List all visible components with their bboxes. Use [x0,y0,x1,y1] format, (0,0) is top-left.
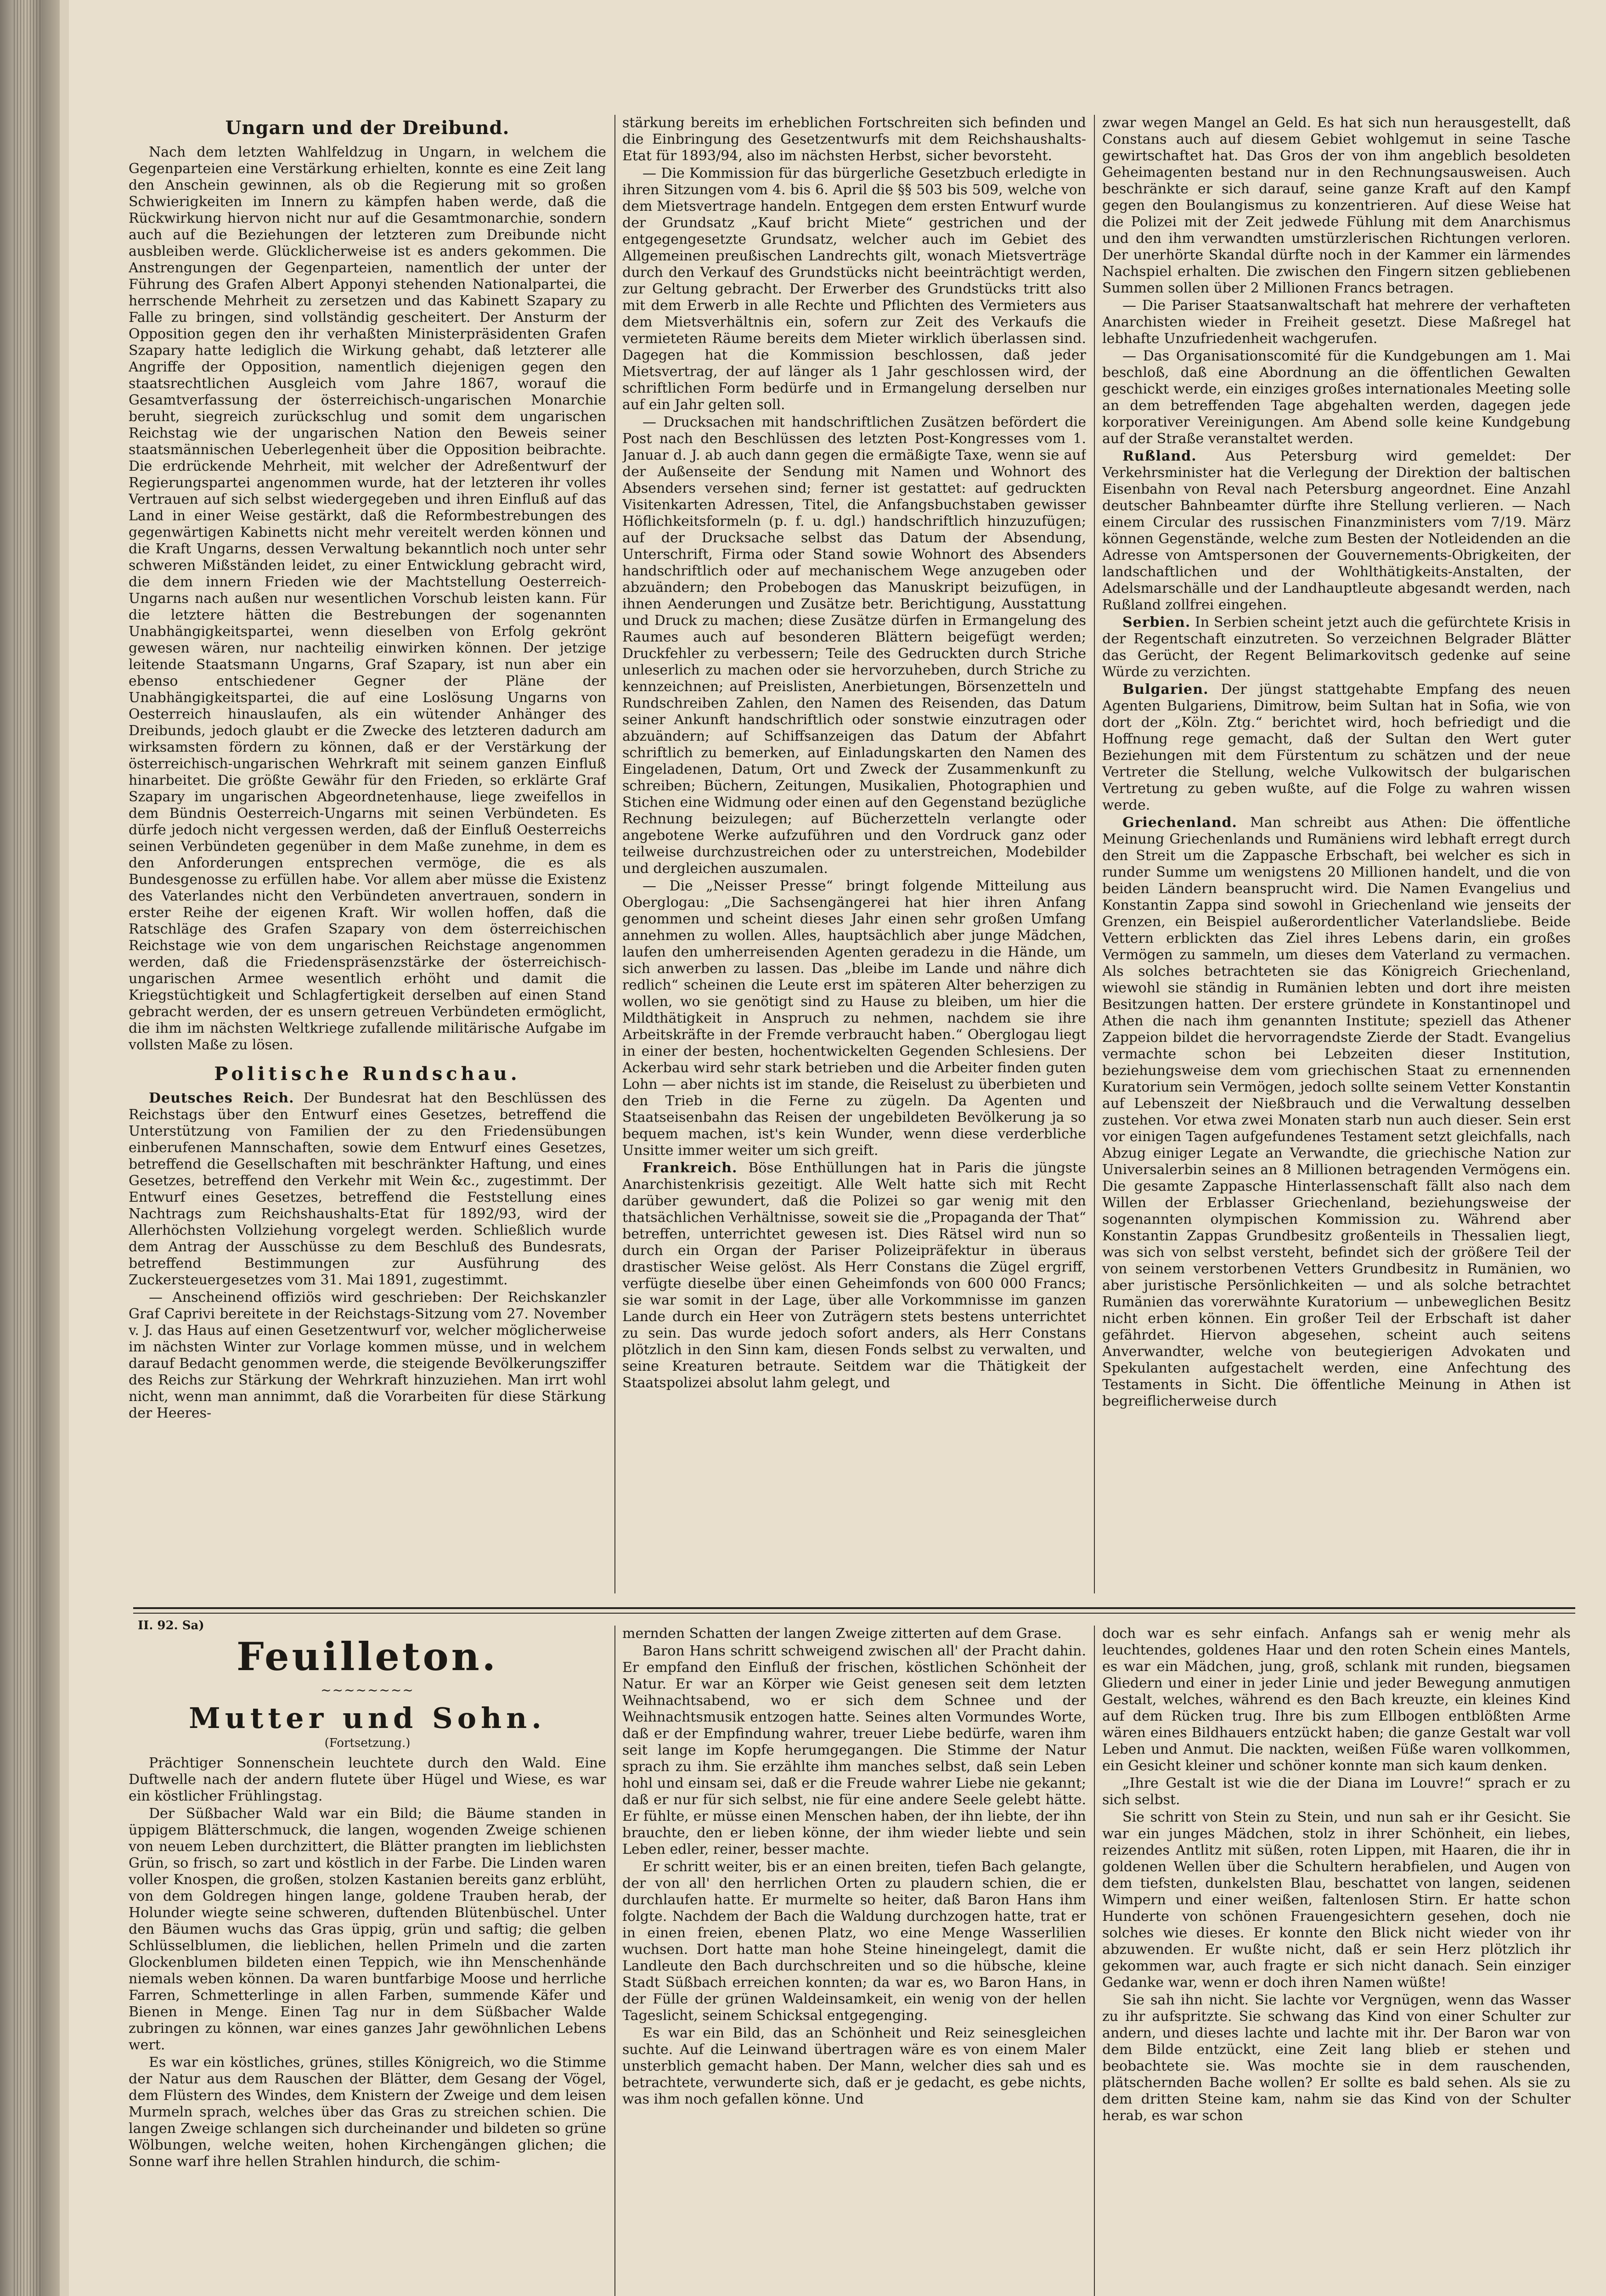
column-divider [614,115,615,1593]
feuilleton-column-3 [1102,1626,1571,2296]
article-text: Böse Enthüllungen hat in Paris die jüngste Anarchistenkrisis gezeitigt. Alle Welt hatte sich mit Recht darüber gewundert, daß die Polizei so gar wenig mit den thatsächlichen Verhältnisse, soweit sie die „Propaganda der That“ betreffen, unterrichtet gewesen ist. Dies Rätsel wird nun so durch ein Organ der Pariser Polizeipräfektur in überaus drastischer Weise gelöst. Als Herr Constans die Zügel ergriff, verfügte dieselbe über einen Geheimfonds von 600 000 Francs; sie war somit in der Lage, über alle Vorkommnisse im ganzen Lande durch ein Heer von Zuträgern stets bestens unterrichtet zu sein. Das wurde jedoch sofort anders, als Herr Constans plötzlich in den Sinn kam, diesen Fonds selbst zu verwalten, und seine Kreaturen betraute. Seitdem war die Thätigkeit der Staatspolizei absolut lahm gelegt, und [622,1160,1086,1391]
article-text: Nach dem letzten Wahlfeldzug in Ungarn, in welchem die Gegenparteien eine Verstärkung erhielten, konnte es eine Zeit lang den Anschein gewinnen, als ob die Regierung mit so großen Schwierigkeiten im Innern zu kämpfen haben werde, daß die Rückwirkung hiervon nicht nur auf die Gesamtmonarchie, sondern auch auf die Beziehungen der letzteren zum Dreibunde nicht ausbleiben werde. Glücklicherweise ist es anders gekommen. Die Anstrengungen der Gegenparteien, namentlich der unter der Führung des Grafen Albert Apponyi stehenden Nationalpartei, die herrschende Mehrheit zu zersetzen und das Kabinett Szapary zu Falle zu bringen, sind vollständig gescheitert. Der Ansturm der Opposition gegen den ihr verhaßten Ministerpräsidenten Grafen Szapary hatte lediglich die Wirkung gehabt, daß letzterer alle Angriffe der Opposition, namentlich diejenigen gegen den staatsrechtlichen Ausgleich vom Jahre 1867, worauf die Gesamtverfassung der österreichisch-ungarischen Monarchie beruht, siegreich zurückschlug und somit dem ungarischen Reichstag wie der ungarischen Nation den Beweis seiner staatsmännischen Ueberlegenheit über die Opposition beibrachte. Die erdrückende Mehrheit, mit welcher der Adreßentwurf der Regierungspartei angenommen wurde, hat der letzteren ihr volles Vertrauen auf sich selbst wiedergegeben und ihren Einfluß auf das Land in einer Weise gestärkt, daß die Reformbestrebungen des gegenwärtigen Kabinetts nicht mehr vereitelt werden können und die Kraft Ungarns, dessen Verwaltung bekanntlich noch unter sehr schweren Mißständen leidet, zu einer Entwicklung gebracht wird, die dem innern Frieden wie der Machtstellung Oesterreich-Ungarns nach außen nur wesentlichen Vorschub leisten kann. Für die letztere hätten die Bestrebungen der sogenannten Unabhängigkeitspartei, wenn dieselben von Erfolg gekrönt gewesen wären, nur nachteilig einwirken können. Der jetzige leitende Staatsmann Ungarns, Graf Szapary, ist nun aber ein ebenso entschiedener Gegner der Pläne der Unabhängigkeitspartei, die auf eine Loslösung Ungarns von Oesterreich hinauslaufen, als ein wütender Anhänger des Dreibunds, jedoch glaubt er die Zwecke des letzteren dadurch am wirksamsten fördern zu können, daß er der Verstärkung der österreichisch-ungarischen Wehrkraft mit seinem ganzen Einfluß hinarbeitet. Die größte Gewähr für den Frieden, so erklärte Graf Szapary im ungarischen Abgeordnetenhause, liege zweifellos in dem Bündnis Oesterreich-Ungarns mit seinen Verbündeten. Es dürfe jedoch nicht vergessen werden, daß der Einfluß Oesterreichs seinen Verbündeten gegenüber in dem Maße zunehme, in dem es den Anforderungen entsprechen vermöge, die es als Bundesgenosse zu erfüllen habe. Vor allem aber müsse die Existenz des Vaterlandes nicht den Verbündeten anvertrauen, sondern in erster Reihe der eigenen Kraft. Wir wollen hoffen, daß die Ratschläge des Grafen Szapary von dem österreichischen Reichstage wie von dem ungarischen Reichstage angenommen werden, daß die Friedenspräsenzstärke der österreichisch-ungarischen Armee wesentlich erhöht und damit die Kriegstüchtigkeit und Schlagfertigkeit derselben auf einen Stand gebracht werden, der es unsern getreuen Verbündeten ermöglicht, die ihm im nächsten Weltkriege zufallende militärische Aufgabe im vollsten Maße zu lösen. [129,144,606,1053]
story-text: Der Süßbacher Wald war ein Bild; die Bäume standen in üppigem Blätterschmuck, die langen, wogenden Zweige schienen von neuem Leben durchzittert, die Blätter prangten im lieblichsten Grün, so frisch, so zart und köstlich in der Farbe. Die Linden waren voller Knospen, die großen, stolzen Kastanien bereits ganz erblüht, von dem Goldregen hingen lange, goldene Trauben herab, der Holunder wiegte seine schweren, duftenden Blütenbüschel. Unter den Bäumen wuchs das Gras üppig, grün und saftig; die gelben Schlüsselblumen, die lieblichen, hellen Primeln und die zarten Glockenblumen bildeten einen Teppich, wie ihn Menschenhände niemals weben können. Da waren buntfarbige Moose und herrliche Farren, Schmetterlinge in allen Farben, summende Käfer und Bienen in Menge. Einen Tag nur in dem Süßbacher Walde zubringen zu können, war eines ganzes Jahr gewöhnlichen Lebens wert. [129,1806,606,2053]
article-text: stärkung bereits im erheblichen Fortschreiten sich befinden und die Einbringung des Gesetzentwurfs mit dem Reichshaushalts-Etat für 1893/94, also im nächsten Herbst, sicher bevorsteht. [622,115,1086,164]
article-text: In Serbien scheint jetzt auch die gefürchtete Krisis in der Regentschaft einzutreten. So verzeichnen Belgrader Blätter das Gerücht, der Regent Belimarkovitsch gedenke auf seine Würde zu verzichten. [1102,614,1571,680]
print-signature: II. 92. Sa) [138,1619,204,1632]
story-text: Baron Hans schritt schweigend zwischen all' der Pracht dahin. Er empfand den Einfluß der frischen, köstlichen Schönheit der Natur. Er war an Körper wie Geist genesen seit dem letzten Weihnachtsabend, wo er sich dem Schnee und der Weihnachtsmusik entzogen hatte. Seines alten Vormundes Worte, daß er der Empfindung wahrer, treuer Liebe bedürfe, waren ihm seit lange im Kopfe herumgegangen. Die Stimme der Natur sprach zu ihm. Sie erzählte ihm manches selbst, daß sein Leben hohl und einsam sei, daß er die Freude wahrer Liebe nie gekannt; daß er nur für sich selbst, nie für eine andere Seele gelebt hätte. Er fühlte, er müsse einen Menschen haben, der ihn liebte, der ihn brauchte, den er lieben könne, der ihm wieder liebte und sein Leben edler, reiner, besser machte. [622,1643,1086,1857]
news-column-3 [1102,115,1571,1603]
subhead-griechenland: Griechenland. [1122,815,1237,831]
column-divider [1094,115,1095,1593]
column-divider [1094,1626,1095,2296]
subhead-frankreich: Frankreich. [642,1160,738,1176]
article-text: — Das Organisationscomité für die Kundgebungen am 1. Mai beschloß, daß eine Abordnung an die öffentlichen Gewalten geschickt werde, ein einziges großes internationales Meeting solle an dem betreffenden Tage abgehalten werden, dagegen jede korporativer Vereinigungen. Am Abend solle keine Kundgebung auf der Straße veranstaltet werden. [1102,348,1571,447]
story-text: Sie sah ihn nicht. Sie lachte vor Vergnügen, wenn das Wasser zu ihr aufspritzte. Sie schwang das Kind von einer Schulter zur andern, und dieses lachte und lachte mit ihr. Der Baron war von dem Bilde entzückt, eine Zeit lang blieb er stehen und beobachtete sie. Was mochte sie in dem rauschenden, plätschernden Bache wollen? Er sollte es bald sehen. Als sie zu dem dritten Steine kam, nahm sie das Kind von der Schulter herab, es war schon [1102,1992,1571,2124]
story-title: Mutter und Sohn. [189,1701,546,1735]
article-text: — Anscheinend offiziös wird geschrieben: Der Reichskanzler Graf Caprivi bereitete in der Reichstags-Sitzung vom 27. November v. J. das Haus auf einen Gesetzentwurf vor, welcher möglicherweise im nächsten Winter zur Vorlage kommen müsse, und in welchem darauf Bedacht genommen werde, die steigende Bevölkerungsziffer des Reichs zur Stärkung der Wehrkraft hinzuziehen. Man irrt wohl nicht, wenn man annimmt, daß die Vorarbeiten für diese Stärkung der Heeres- [129,1289,606,1421]
section-title-rundschau: Politische Rundschau. [214,1063,521,1085]
story-text: doch war es sehr einfach. Anfangs sah er wenig mehr als leuchtendes, goldenes Haar und den roten Schein eines Mantels, es war ein Mädchen, jung, groß, schlank mit runden, biegsamen Gliedern und einer in jeder Linie und jeder Bewegung anmutigen Gestalt, welches, während es den Bach kreuzte, ein kleines Kind auf dem Rücken trug. Ihre bis zum Ellbogen entblößten Arme wären eines Bildhauers entzückt haben; die ganze Gestalt war voll Leben und Anmut. Die nackten, weißen Füße waren vollkommen, ein Gesicht kleiner und schöner konnte man sich kaum denken. [1102,1626,1571,1774]
subhead-serbien: Serbien. [1122,614,1191,630]
article-text: — Die „Neisser Presse“ bringt folgende Mitteilung aus Oberglogau: „Die Sachsengängerei hat hier ihren Anfang genommen und scheint dieses Jahr einen sehr großen Umfang annehmen zu wollen. Alles, hauptsächlich aber junge Mädchen, laufen den umherreisenden Agenten geradezu in die Hände, um sich anwerben zu lassen. Das „bleibe im Lande und nähre dich redlich“ scheinen die Leute erst im späteren Alter beherzigen zu wollen, wo sie genötigt sind zu Hause zu bleiben, um hier die Mildthätigkeit in Anspruch zu nehmen, nachdem sie ihre Arbeitskräfte in der Fremde verbraucht haben.“ Oberglogau liegt in einer der besten, hochentwickelten Gegenden Schlesiens. Der Ackerbau wird sehr stark betrieben und die Arbeiter finden guten Lohn — aber nichts ist im stande, die Reiselust zu überbieten und den Trieb in die Ferne zu zügeln. Da Agenten und Staatseisenbahn das Reisen der ungebildeten Bevölkerung ja so bequem machen, ist's kein Wunder, wenn diese verderbliche Unsitte immer weiter um sich greift. [622,878,1086,1159]
article-title-ungarn: Ungarn und der Dreibund. [225,117,510,139]
story-subtitle: (Fortsetzung.) [324,1736,411,1750]
book-binding [0,0,60,2296]
feuilleton-column-1 [129,1635,606,2296]
news-column-2 [622,115,1086,1603]
story-text: mernden Schatten der langen Zweige zitterten auf dem Grase. [622,1626,1062,1642]
subhead-russland: Rußland. [1122,448,1197,464]
ornament-divider: ~~~~~~~~ [321,1683,414,1698]
feuilleton-title: Feuilleton. [237,1635,498,1679]
article-text: — Drucksachen mit handschriftlichen Zusätzen befördert die Post nach den Beschlüssen des letzten Post-Kongresses vom 1. Januar d. J. ab auch dann gegen die ermäßigte Taxe, wenn sie auf der Außenseite der Sendung mit Namen und Wohnort des Absenders versehen sind; ferner ist gestattet: auf gedruckten Visitenkarten Adressen, Titel, die Anfangsbuchstaben gewisser Höflichkeitsformeln (p. f. u. dgl.) handschriftlich hinzuzufügen; auf der Drucksache selbst das Datum der Absendung, Unterschrift, Firma oder Stand sowie Wohnort des Absenders handschriftlich oder auf mechanischem Wege anzugeben oder abzuändern; den Probebogen das Manuskript beizufügen, in ihnen Aenderungen und Zusätze betr. Berichtigung, Ausstattung und Druck zu machen; diese Zusätze dürfen in Ermangelung des Raumes auch auf besonderen Blättern beigefügt werden; Druckfehler zu verbessern; Teile des Gedruckten durch Striche unleserlich zu machen oder sie hervorzuheben, durch Striche zu kennzeichnen; auf Preislisten, Anerbietungen, Börsenzetteln und Rundschreiben Zahlen, den Namen des Reisenden, das Datum seiner Ankunft handschriftlich oder sonstwie einzutragen oder abzuändern; auf Schiffsanzeigen das Datum der Abfahrt schriftlich zu bemerken, auf Einladungskarten den Namen des Eingeladenen, Datum, Ort und Zweck der Zusammenkunft zu schreiben; Büchern, Zeitungen, Musikalien, Photographien und Stichen eine Widmung oder einen auf den Gegenstand bezügliche Rechnung beizulegen; auf Bücherzetteln verlangte oder angebotene Werke aufzuführen und den Vordruck ganz oder teilweise durchzustreichen oder zu unterstreichen, Modebilder und dergleichen auszumalen. [622,414,1086,877]
article-text: Der jüngst stattgehabte Empfang des neuen Agenten Bulgariens, Dimitrow, beim Sultan hat in Sofia, wie von dort der „Köln. Ztg.“ berichtet wird, hoch befriedigt und die Hoffnung rege gemacht, daß der Sultan den Wert guter Beziehungen mit dem Fürstentum zu schätzen und der neue Vertreter die Stellung, welche Vulkowitsch der bulgarischen Vertretung zu geben wußte, auf die Folge zu wahren wissen werde. [1102,681,1571,813]
story-text: Er schritt weiter, bis er an einen breiten, tiefen Bach gelangte, der von all' den herrlichen Orten zu plaudern schien, die er durchlaufen hatte. Er murmelte so heiter, daß Baron Hans ihm folgte. Nachdem der Bach die Waldung durchzogen hatte, trat er in einen freien, ebenen Platz, wo eine Menge Wasserlilien wuchsen. Dort hatte man hohe Steine hineingelegt, damit die Landleute den Bach durchschreiten und so die hübsche, kleine Stadt Süßbach erreichen konnten; da war es, wo Baron Hans, in der Fülle der grünen Waldeinsamkeit, ein wenig von der hellen Tageslicht, seinem Schicksal entgegenging. [622,1859,1086,2024]
news-column-1 [129,110,606,1603]
article-text: Man schreibt aus Athen: Die öffentliche Meinung Griechenlands und Rumäniens wird lebhaft erregt durch den Streit um die Zappasche Erbschaft, bei welcher es sich in runder Summe um wenigstens 20 Millionen handelt, und die von beiden Ländern beansprucht wird. Die Namen Evangelius und Konstantin Zappa sind sowohl in Griechenland wie jenseits der Grenzen, ein Beispiel außerordentlicher Vaterlandsliebe. Beide Vettern erblickten das Ziel ihres Lebens darin, ein großes Vermögen zu sammeln, um dieses dem Vaterland zu vermachen. Als solches betrachteten sie das Königreich Griechenland, wiewohl sie ständig in Rumänien lebten und dort ihre meisten Besitzungen hatten. Der erstere gründete in Konstantinopel und Athen die nach ihm genannten Institute; speziell das Athener Zappeion bildet die hervorragendste Zierde der Stadt. Evangelius vermachte schon bei Lebzeiten dieser Institution, beziehungsweise dem vom griechischen Staat zu ernennenden Kuratorium sein Vermögen, jedoch sollte seinem Vetter Konstantin auf Lebenszeit der Nießbrauch und die Verwaltung desselben zustehen. Vor etwa zwei Monaten starb nun auch dieser. Sein erst vor einigen Tagen aufgefundenes Testament setzt gleichfalls, nach Abzug einiger Legate an Verwandte, die griechische Nation zur Universalerbin seines an 8 Millionen betragenden Vermögens ein. Die gesamte Zappasche Hinterlassenschaft fällt also nach dem Willen der Erblasser Griechenland, beziehungsweise der sogenannten olympischen Kommission zu. Während aber Konstantin Zappas Grundbesitz großenteils in Thessalien liegt, was sich von selbst versteht, befindet sich der größere Teil der von seinem verstorbenen Vetters Grundbesitz in Rumänien, wo aber juristische Persönlichkeiten — und als solche betrachtet Rumänien das vorerwähnte Kuratorium — unbeweglichen Besitz nicht erben können. Ein großer Teil der Erbschaft ist daher gefährdet. Hiervon abgesehen, scheint auch seitens Anverwandter, welche von beutegierigen Advokaten und Spekulanten aufgestachelt werden, eine Anfechtung des Testaments in Sicht. Die öffentliche Meinung in Athen ist begreiflicherweise durch [1102,815,1571,1409]
story-text: Es war ein Bild, das an Schönheit und Reiz seinesgleichen suchte. Auf die Leinwand übertragen wäre es von einem Maler unsterblich gemacht haben. Der Mann, welcher dies sah und es betrachtete, verwunderte sich, daß er je gedacht, es gebe nichts, was ihm noch gefallen könne. Und [622,2025,1086,2107]
column-divider [614,1626,615,2296]
subhead-bulgarien: Bulgarien. [1122,681,1209,698]
article-text: zwar wegen Mangel an Geld. Es hat sich nun herausgestellt, daß Constans auch auf diesem Gebiet wohlgemut in seine Tasche gewirtschaftet hat. Das Gros der von ihm angeblich besoldeten Geheimagenten bestand nur in den Rechnungsausweisen. Auch beschränkte er sich darauf, seine ganze Kraft auf den Kampf gegen den Boulangismus zu konzentrieren. Auf diese Weise hat die Polizei mit der Zeit jedwede Fühlung mit dem Anarchismus und den ihm verwandten umstürzlerischen Richtungen verloren. Der unerhörte Skandal dürfte noch in der Kammer ein lärmendes Nachspiel erhalten. Die zwischen den Fingern sitzen gebliebenen Summen sollen über 2 Millionen Francs betragen. [1102,115,1571,296]
section-divider [133,1613,1575,1614]
section-divider [133,1607,1575,1609]
story-text: Sie schritt von Stein zu Stein, und nun sah er ihr Gesicht. Sie war ein junges Mädchen, stolz in ihrer Schönheit, ein liebes, reizendes Antlitz mit süßen, roten Lippen, mit Haaren, die ihr in goldenen Wellen über die Schultern herabfielen, und Augen von dem tiefsten, dunkelsten Blau, beschattet von langen, seidenen Wimpern und einer weißen, faltenlosen Stirn. Er hatte schon Hunderte von schönen Frauengesichtern gesehen, doch nie solches wie dieses. Er konnte den Blick nicht wieder von ihr abzuwenden. Er wußte nicht, daß er sein Herz plötzlich ihr gekommen war, auch fragte er sich nicht danach. Sein einziger Gedanke war, wenn er doch ihren Namen wüßte! [1102,1809,1571,1991]
article-text: — Die Pariser Staatsanwaltschaft hat mehrere der verhafteten Anarchisten wieder in Freiheit gesetzt. Diese Maßregel hat lebhafte Unzufriedenheit wachgerufen. [1102,298,1571,347]
article-text: — Die Kommission für das bürgerliche Gesetzbuch erledigte in ihren Sitzungen vom 4. bis 6. April die §§ 503 bis 509, welche von dem Mietsvertrage handeln. Entgegen dem ersten Entwurf wurde der Grundsatz „Kauf bricht Miete“ gestrichen und der entgegengesetzte Grundsatz, welcher auch im Gebiet des Allgemeinen preußischen Landrechts gilt, wonach Mietsverträge durch den Verkauf des Grundstücks nicht beeinträchtigt werden, zur Geltung gebracht. Der Erwerber des Grundstücks tritt also mit dem Erwerb in alle Rechte und Pflichten des Vermieters aus dem Mietsverhältnis ein, sofern zur Zeit des Verkaufs die vermieteten Räume bereits dem Mieter wirklich überlassen sind. Dagegen hat die Kommission beschlossen, daß jeder Mietsvertrag, der auf länger als 1 Jahr geschlossen wird, der schriftlichen Form bedürfe und in Ermangelung derselben nur auf ein Jahr gelten soll. [622,165,1086,413]
subhead-deutsches-reich: Deutsches Reich. [149,1090,294,1106]
newspaper-page [69,0,1606,2296]
story-text: Es war ein köstliches, grünes, stilles Königreich, wo die Stimme der Natur aus dem Rauschen der Blätter, dem Gesang der Vögel, dem Flüstern des Windes, dem Knistern der Zweige und dem leisen Murmeln sprach, welches über das Gras zu streichen schien. Die langen Zweige schlangen sich durcheinander und bildeten so grüne Wölbungen, welche weiten, hohen Kirchengängen glichen; die Sonne warf ihre hellen Strahlen hindurch, die schim- [129,2054,606,2170]
feuilleton-column-2 [622,1626,1086,2296]
story-text: Prächtiger Sonnenschein leuchtete durch den Wald. Eine Duftwelle nach der andern flutete über Hügel und Wiese, es war ein köstlicher Frühlingstag. [129,1755,606,1804]
article-text: Aus Petersburg wird gemeldet: Der Verkehrsminister hat die Verlegung der Direktion der baltischen Eisenbahn von Reval nach Petersburg angeordnet. Eine Anzahl deutscher Bahnbeamter dürfte ihre Stellung verlieren. — Nach einem Circular des russischen Finanzministers vom 7/19. März können Gegenstände, welche zum Besten der Notleidenden an die Adresse von Amtspersonen der Gouvernements-Obrigkeiten, der landschaftlichen und der Wohlthätigkeits-Anstalten, der Adelsmarschälle und der Landhauptleute abgesandt werden, nach Rußland zollfrei eingehen. [1102,448,1571,613]
story-text: „Ihre Gestalt ist wie die der Diana im Louvre!“ sprach er zu sich selbst. [1102,1775,1571,1808]
article-text: Der Bundesrat hat den Beschlüssen des Reichstags über den Entwurf eines Gesetzes, betreffend die Unterstützung von Familien der zu den Friedensübungen einberufenen Mannschaften, sowie dem Entwurf eines Gesetzes, betreffend die Gesellschaften mit beschränkter Haftung, und eines Gesetzes, betreffend den Verkehr mit Wein &c., zugestimmt. Der Entwurf eines Gesetzes, betreffend die Feststellung eines Nachtrags zum Reichshaushalts-Etat für 1892/93, wird der Allerhöchsten Vollziehung vorgelegt werden. Schließlich wurde dem Antrag der Ausschüsse zu dem Beschluß des Bundesrats, betreffend Bestimmungen zur Ausführung des Zuckersteuergesetzes vom 31. Mai 1891, zugestimmt. [129,1090,606,1288]
